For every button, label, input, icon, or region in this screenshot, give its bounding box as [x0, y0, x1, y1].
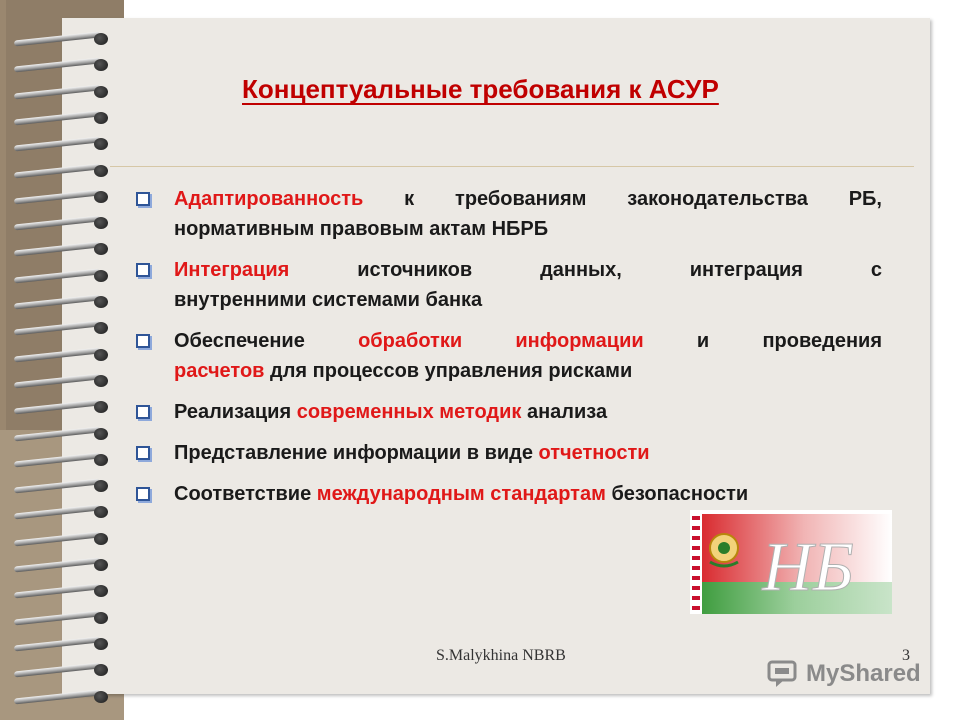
item-text: Реализация: [174, 401, 297, 423]
ring-hole: [94, 559, 108, 571]
item-text: Обеспечение: [174, 330, 359, 352]
ring-hole: [94, 691, 108, 703]
ring-hole: [94, 533, 108, 545]
spiral-ring-icon: [14, 635, 110, 653]
ring-hole: [94, 349, 108, 361]
ring-wire: [14, 636, 100, 651]
ring-hole: [94, 296, 108, 308]
footer-author: S.Malykhina NBRB: [436, 647, 566, 664]
ring-wire: [14, 84, 100, 99]
item-text: источников данных, интеграция с: [289, 259, 882, 281]
highlighted-term: Интеграция: [174, 259, 290, 281]
item-text: Соответствие: [174, 483, 317, 505]
spiral-ring-icon: [14, 109, 110, 127]
spiral-ring-icon: [14, 477, 110, 495]
spiral-ring-icon: [14, 503, 110, 521]
spiral-ring-icon: [14, 346, 110, 364]
page-number: 3: [902, 647, 910, 664]
list-item-line: [174, 356, 882, 386]
ring-wire: [14, 321, 100, 336]
ring-hole: [94, 322, 108, 334]
highlighted-term: обработки информации: [358, 330, 644, 352]
ring-hole: [94, 243, 108, 255]
list-item-line: [174, 184, 882, 214]
svg-text:НБ: НБ: [762, 529, 854, 606]
ring-wire: [14, 663, 100, 678]
spiral-ring-icon: [14, 240, 110, 258]
ring-wire: [14, 610, 100, 625]
checkbox-bullet-icon: [136, 446, 150, 460]
highlighted-term: расчетов: [174, 360, 265, 382]
spiral-ring-icon: [14, 688, 110, 706]
list-item: [136, 255, 882, 315]
ring-wire: [14, 216, 100, 231]
ring-hole: [94, 86, 108, 98]
ring-wire: [14, 505, 100, 520]
ring-hole: [94, 480, 108, 492]
ring-hole: [94, 506, 108, 518]
list-item: [136, 184, 882, 244]
ring-wire: [14, 242, 100, 257]
spiral-ring-icon: [14, 162, 110, 180]
ring-wire: [14, 137, 100, 152]
ring-wire: [14, 163, 100, 178]
ring-hole: [94, 428, 108, 440]
spiral-ring-icon: [14, 30, 110, 48]
checkbox-bullet-icon: [136, 334, 150, 348]
ring-hole: [94, 375, 108, 387]
ring-wire: [14, 347, 100, 362]
ring-wire: [14, 110, 100, 125]
ring-wire: [14, 584, 100, 599]
list-item-line: [174, 438, 882, 468]
ring-hole: [94, 191, 108, 203]
spiral-ring-icon: [14, 372, 110, 390]
list-item-line: [174, 255, 882, 285]
spiral-ring-icon: [14, 135, 110, 153]
list-item-line: [174, 214, 882, 244]
item-text: внутренними системами банка: [174, 289, 483, 311]
spiral-ring-icon: [14, 451, 110, 469]
spiral-ring-icon: [14, 661, 110, 679]
ring-hole: [94, 270, 108, 282]
list-item-line: [174, 326, 882, 356]
spiral-ring-icon: [14, 293, 110, 311]
list-item: [136, 326, 882, 386]
item-text: безопасности: [605, 483, 749, 505]
spiral-ring-icon: [14, 188, 110, 206]
checkbox-bullet-icon: [136, 405, 150, 419]
watermark-text: MyShared: [806, 660, 921, 687]
ring-wire: [14, 558, 100, 573]
list-item-line: [174, 397, 882, 427]
item-text: и проведения: [643, 330, 882, 352]
highlighted-term: современных методик: [296, 401, 522, 423]
ring-wire: [14, 189, 100, 204]
ring-wire: [14, 400, 100, 415]
item-text: к требованиям законодательства РБ,: [363, 188, 882, 210]
ring-hole: [94, 165, 108, 177]
ring-wire: [14, 32, 100, 47]
ring-hole: [94, 59, 108, 71]
ring-wire: [14, 373, 100, 388]
ring-wire: [14, 479, 100, 494]
myshared-logo-icon: [766, 658, 802, 690]
list-item: [136, 397, 882, 427]
requirements-list: [136, 184, 882, 520]
spiral-ring-icon: [14, 609, 110, 627]
slide-title: Концептуальные требования к АСУР: [242, 74, 719, 104]
spiral-ring-icon: [14, 319, 110, 337]
ring-wire: [14, 268, 100, 283]
item-text: Представление информации в виде: [174, 442, 539, 464]
highlighted-term: Адаптированность: [174, 188, 364, 210]
ring-hole: [94, 33, 108, 45]
checkbox-bullet-icon: [136, 192, 150, 206]
list-item-line: [174, 479, 882, 509]
ring-hole: [94, 217, 108, 229]
title-divider: [110, 166, 914, 167]
ring-hole: [94, 112, 108, 124]
spiral-ring-icon: [14, 214, 110, 232]
spiral-ring-icon: [14, 83, 110, 101]
ring-hole: [94, 585, 108, 597]
list-item: [136, 438, 882, 468]
spiral-ring-icon: [14, 267, 110, 285]
highlighted-term: отчетности: [538, 442, 650, 464]
spiral-ring-icon: [14, 398, 110, 416]
nbrb-flag-logo-graphic: [690, 510, 892, 614]
ring-hole: [94, 454, 108, 466]
ring-hole: [94, 664, 108, 676]
ring-wire: [14, 689, 100, 704]
myshared-watermark: [766, 656, 921, 692]
ring-hole: [94, 401, 108, 413]
ring-wire: [14, 531, 100, 546]
spiral-ring-icon: [14, 556, 110, 574]
ring-hole: [94, 612, 108, 624]
item-text: нормативным правовым актам НБРБ: [174, 218, 549, 240]
checkbox-bullet-icon: [136, 263, 150, 277]
ring-wire: [14, 426, 100, 441]
list-item-line: [174, 285, 882, 315]
ring-wire: [14, 452, 100, 467]
item-text: для процессов управления рисками: [264, 360, 633, 382]
spiral-ring-icon: [14, 530, 110, 548]
spiral-ring-icon: [14, 582, 110, 600]
spiral-ring-icon: [14, 425, 110, 443]
ring-wire: [14, 295, 100, 310]
checkbox-bullet-icon: [136, 487, 150, 501]
ring-wire: [14, 58, 100, 73]
nbrb-flag-logo: [690, 510, 892, 614]
highlighted-term: международным стандартам: [316, 483, 606, 505]
ring-hole: [94, 638, 108, 650]
spiral-rings: [0, 0, 130, 720]
spiral-ring-icon: [14, 56, 110, 74]
ring-hole: [94, 138, 108, 150]
list-item: [136, 479, 882, 509]
item-text: анализа: [521, 401, 608, 423]
